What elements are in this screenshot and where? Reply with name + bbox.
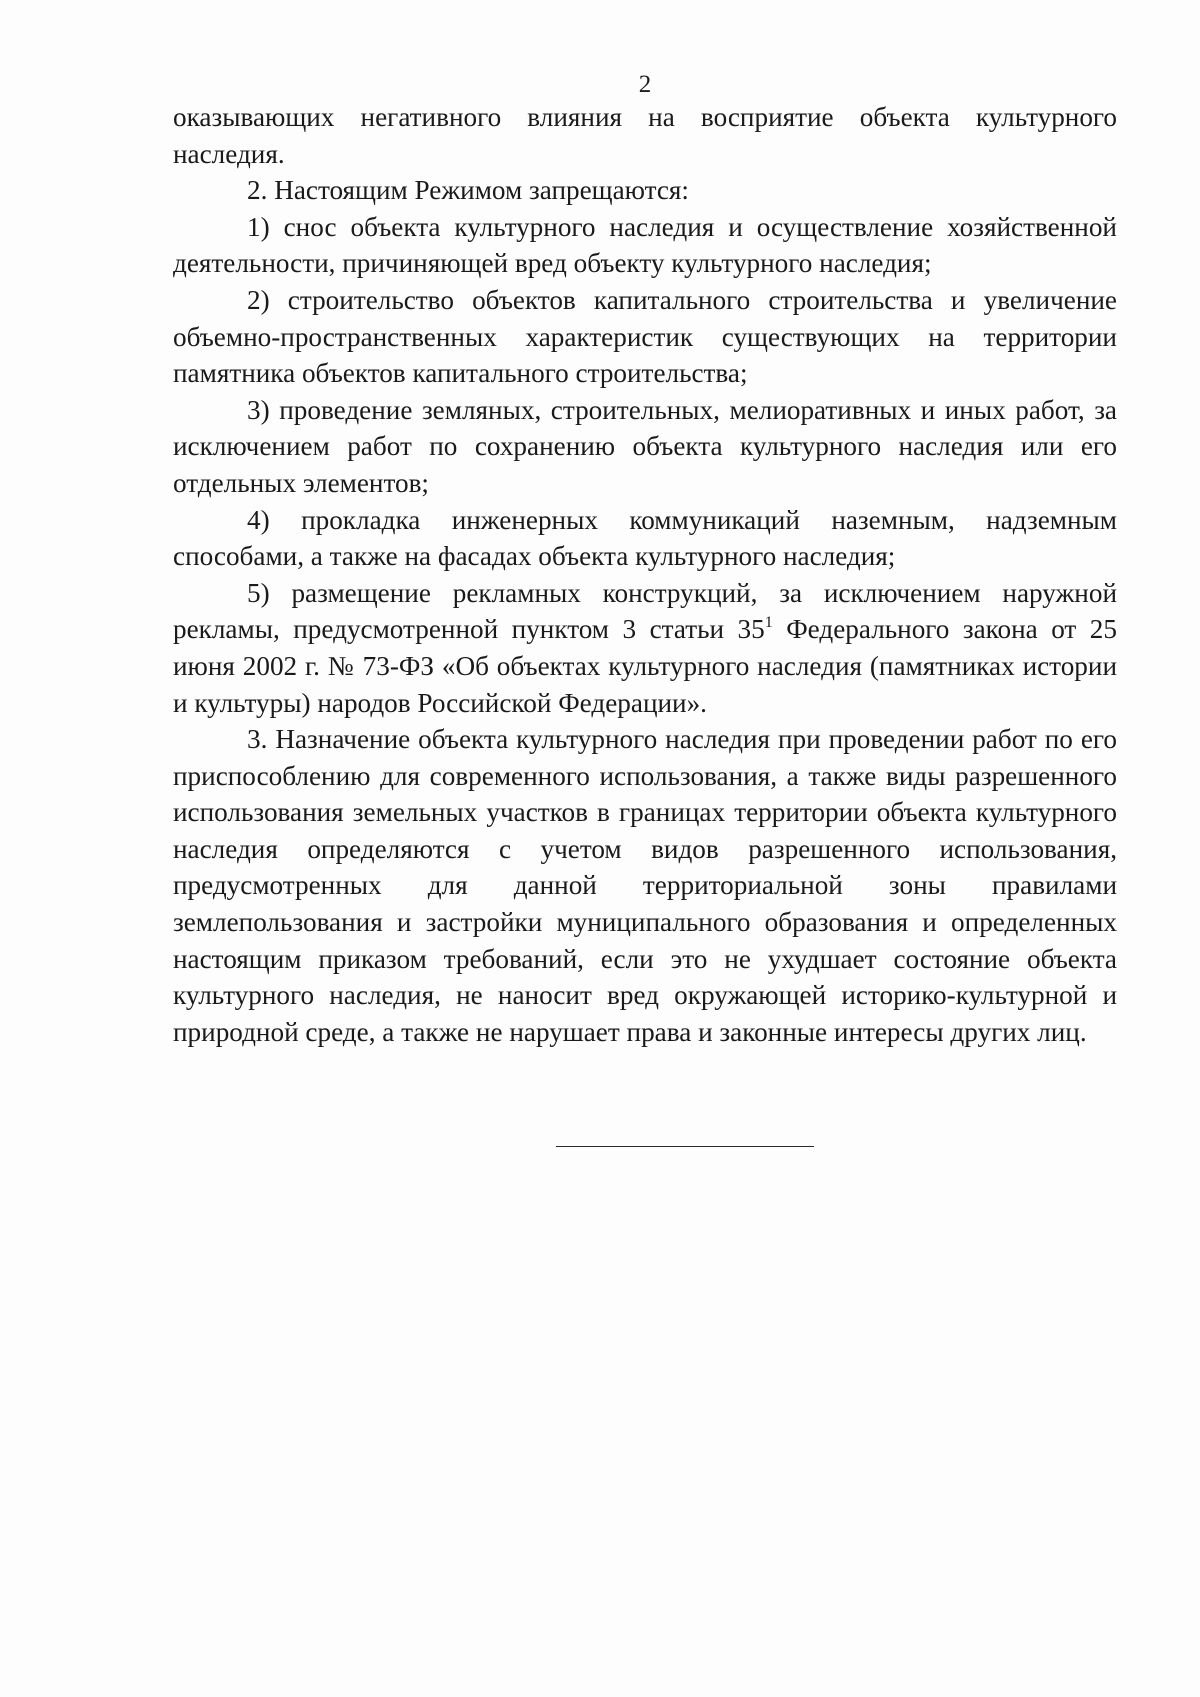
paragraph-item-4: 4) прокладка инженерных коммуникаций наземным, надземным способами, а также на фасадах объекта культурного наследия; (173, 504, 1117, 572)
end-of-document-line (556, 1146, 814, 1147)
item-5-text-end: Федерального закона от 25 июня 2002 г. № 73-ФЗ «Об объектах культурного наследия (памятниках истории и культуры) народов Российской Федерации». (173, 614, 1117, 718)
paragraph-item-5 (173, 575, 1117, 721)
paragraph-item-3: 3) проведение земляных, строительных, мелиоративных и иных работ, за исключением работ по сохранению объекта культурного наследия или его отдельных элементов; (173, 394, 1117, 498)
document-body (173, 99, 1117, 1050)
paragraph-continuation: оказывающих негативного влияния на восприятие объекта культурного наследия. (173, 102, 1117, 169)
article-superscript: 1 (764, 614, 773, 632)
paragraph-prohibitions-heading: 2. Настоящим Режимом запрещаются: (247, 175, 689, 206)
paragraph-item-2: 2) строительство объектов капитального строительства и увеличение объемно-пространственных характеристик существующих на территории памятника объектов капитального строительства; (173, 284, 1117, 389)
page-number: 2 (638, 71, 652, 98)
paragraph-item-1: 1) снос объекта культурного наследия и осуществление хозяйственной деятельности, причиняющей вред объекту культурного наследия; (173, 211, 1117, 279)
paragraph-section-3: 3. Назначение объекта культурного наследия при проведении работ по его приспособлению для современного использования, а также виды разрешенного использования земельных участков в границах территории объекта культурного наследия определяются с учетом видов разрешенного использования, предусмотренных для данной территориальной зоны правилами землепользования и застройки муниципального образования и определенных настоящим приказом требований, если это не ухудшает состояние объекта культурного наследия, не наносит вред окружающей историко-культурной и природной среде, а также не нарушает права и законные интересы других лиц. (173, 724, 1117, 1047)
item-5-text-start: 5) размещение рекламных конструкций, за исключением наружной рекламы, предусмотренной пунктом 3 статьи 35 (173, 577, 1117, 645)
